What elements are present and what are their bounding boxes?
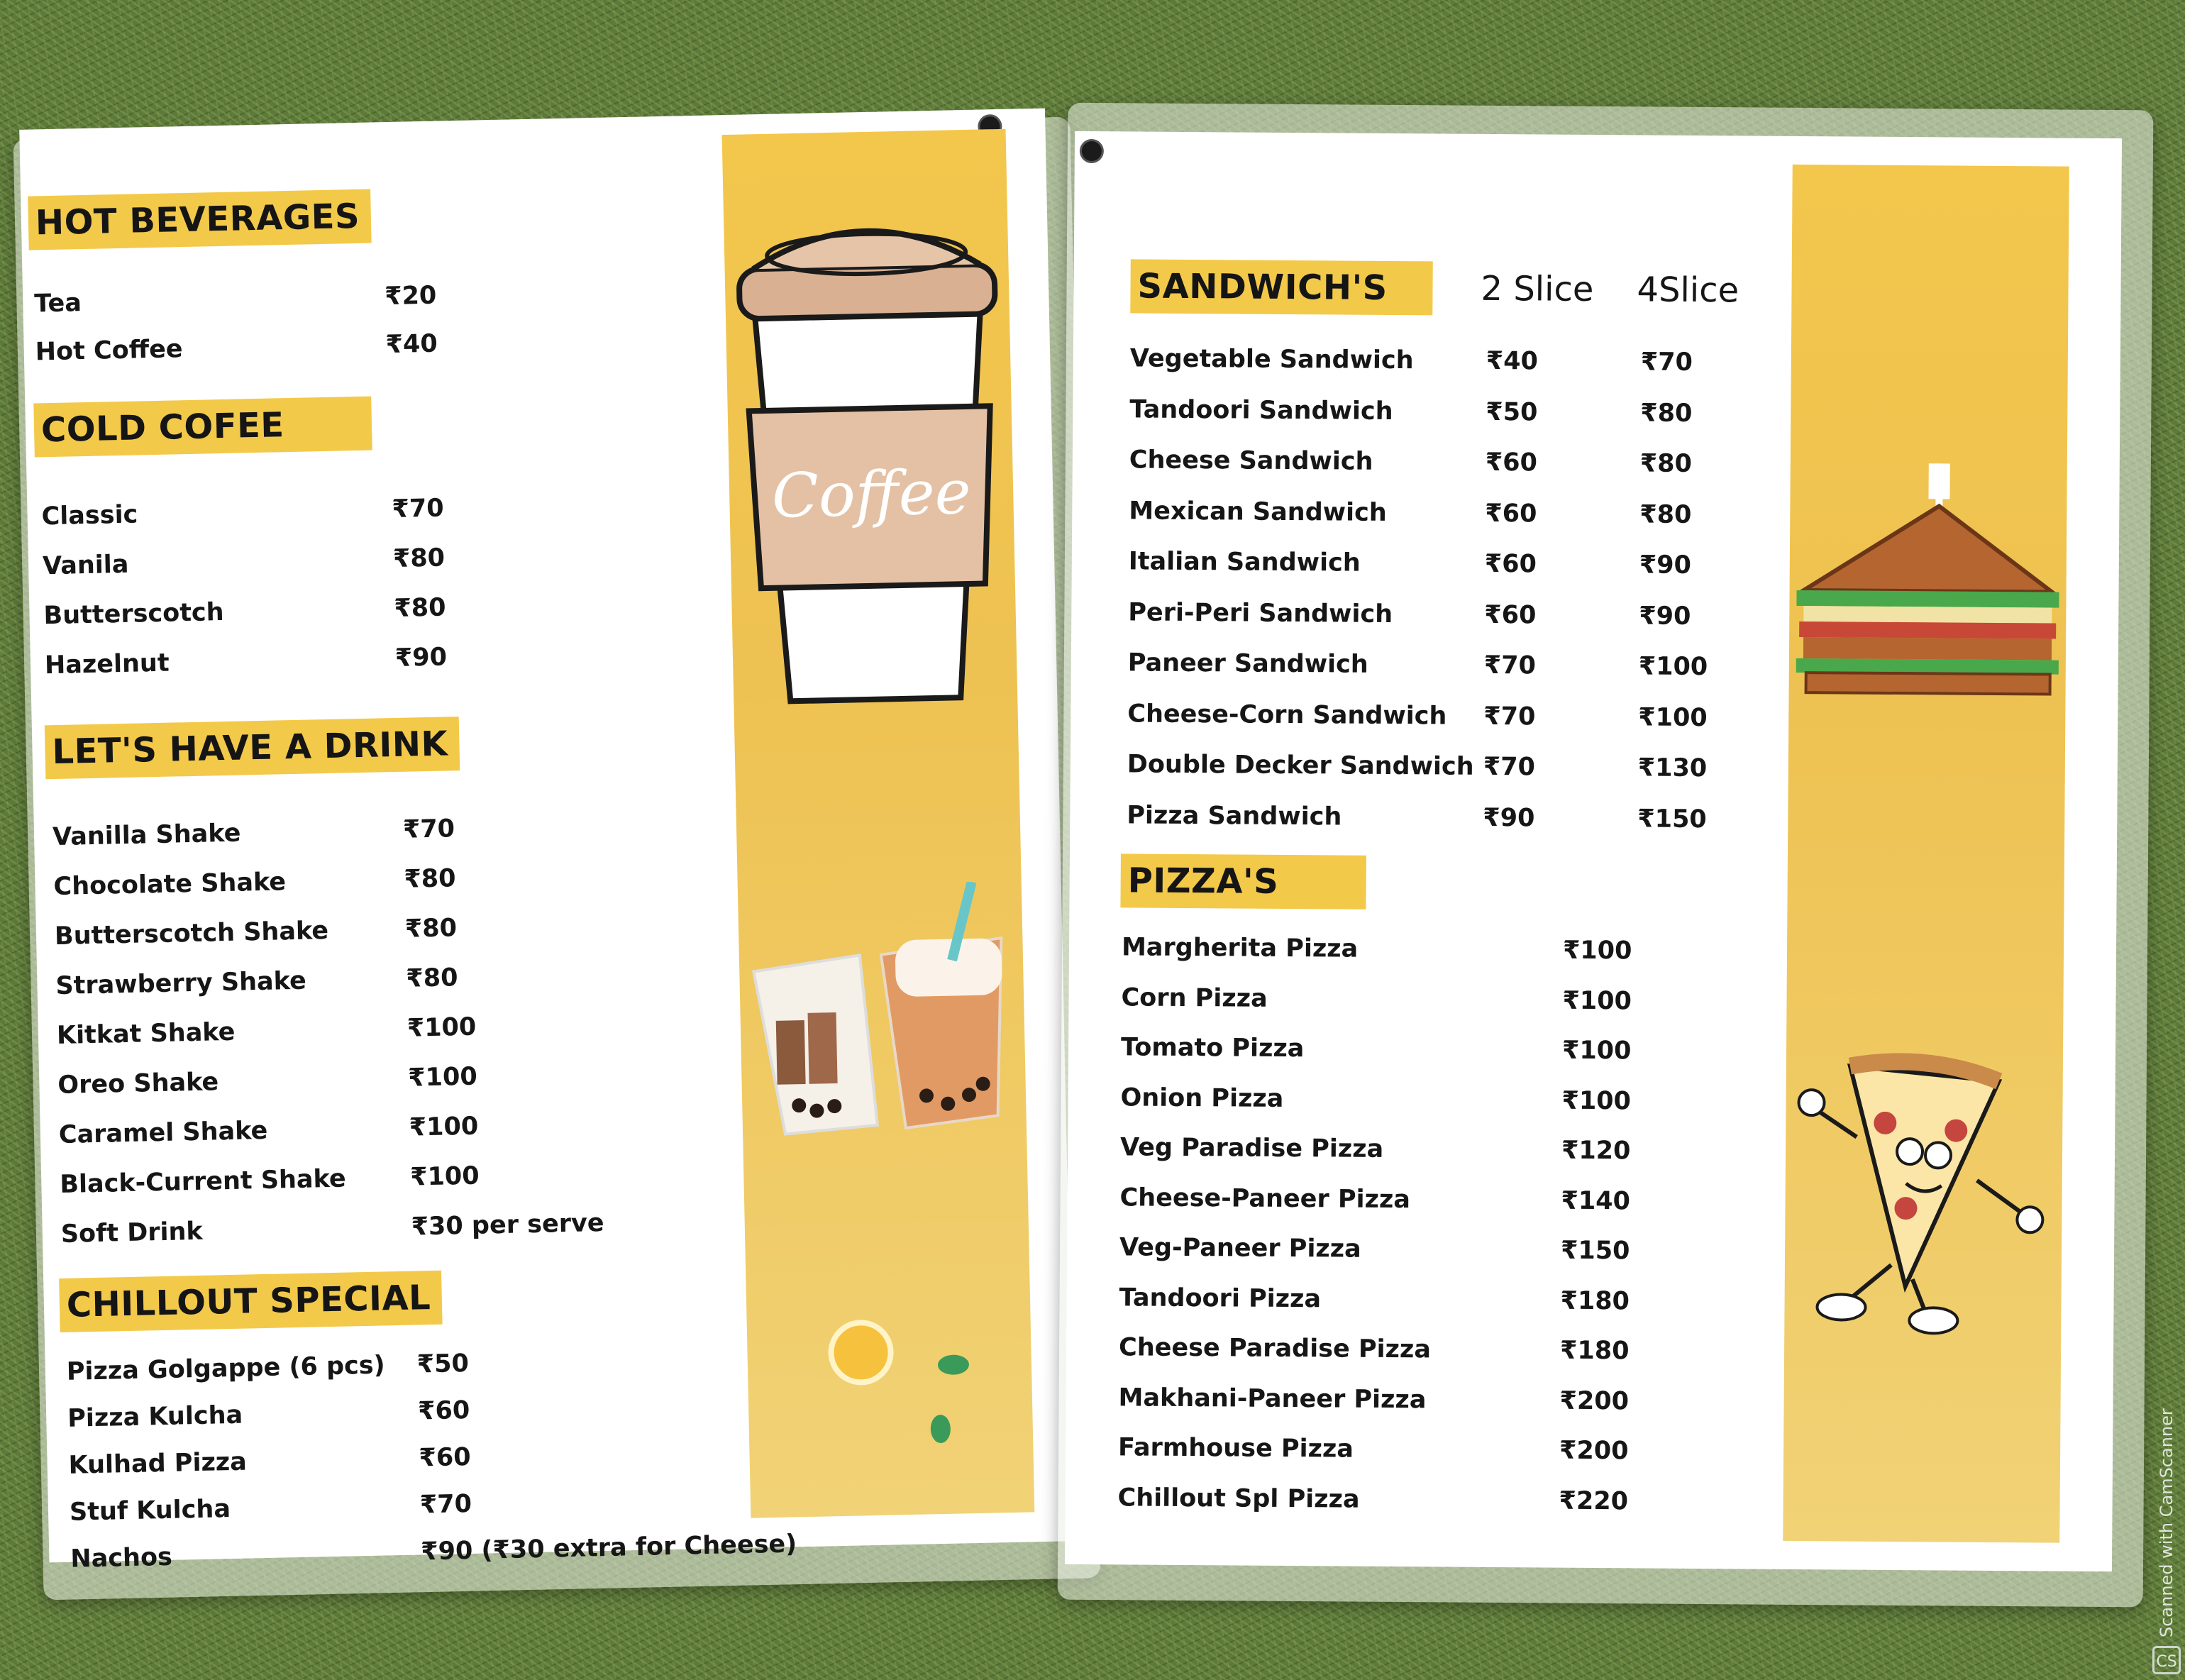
menu-item-name: Hot Coffee xyxy=(35,335,183,367)
menu-item-name: Vanilla Shake xyxy=(52,819,241,852)
left-menu-page xyxy=(19,109,1075,1574)
menu-item-price: ₹80 xyxy=(404,914,458,944)
menu-item-price: ₹180 xyxy=(1559,1336,1630,1366)
menu-item-price: ₹40 xyxy=(385,329,438,360)
bubble-tea-icon xyxy=(738,881,1027,1156)
price-4-slice: ₹80 xyxy=(1639,499,1692,529)
menu-item-name: Mexican Sandwich xyxy=(1129,496,1387,527)
price-2-slice: ₹60 xyxy=(1484,600,1537,629)
section-header-drinks: LET'S HAVE A DRINK xyxy=(45,717,460,779)
menu-item-price: ₹80 xyxy=(405,963,458,993)
section-header-pizzas: PIZZA'S xyxy=(1120,853,1366,909)
menu-item-name: Caramel Shake xyxy=(58,1116,268,1150)
menu-item-name: Cheese-Paneer Pizza xyxy=(1119,1183,1411,1214)
menu-item-price: ₹100 xyxy=(407,1062,478,1093)
menu-item-price: ₹80 xyxy=(404,864,456,894)
section-header-chillout-special: CHILLOUT SPECIAL xyxy=(59,1271,443,1332)
pin-icon xyxy=(1082,141,1102,161)
price-4-slice: ₹100 xyxy=(1638,702,1708,732)
menu-item-name: Butterscotch xyxy=(43,597,225,631)
scanner-watermark xyxy=(2154,1339,2182,1637)
menu-item-name: Classic xyxy=(41,500,138,531)
price-4-slice: ₹80 xyxy=(1640,398,1693,428)
menu-item-name: Oreo Shake xyxy=(57,1068,219,1100)
right-menu-page xyxy=(1065,131,2122,1571)
price-2-slice: ₹50 xyxy=(1486,397,1538,426)
menu-item-name: Cheese Sandwich xyxy=(1129,446,1373,476)
price-2-slice: ₹60 xyxy=(1485,499,1537,528)
price-4-slice: ₹100 xyxy=(1638,652,1708,682)
column-header-2-slice: 2 Slice xyxy=(1481,268,1594,309)
menu-item-name: Veg Paradise Pizza xyxy=(1119,1133,1384,1164)
section-header-sandwiches: SANDWICH'S xyxy=(1130,259,1433,315)
menu-item-name: Pizza Sandwich xyxy=(1127,800,1342,831)
menu-item-price: ₹70 xyxy=(419,1489,472,1520)
menu-item-name: Farmhouse Pizza xyxy=(1117,1433,1354,1464)
menu-item-name: Pizza Golgappe (6 pcs) xyxy=(66,1351,386,1386)
menu-item-name: Stuf Kulcha xyxy=(69,1495,231,1527)
menu-item-price: ₹100 xyxy=(406,1012,477,1043)
menu-item-price: ₹200 xyxy=(1559,1436,1629,1466)
menu-item-name: Cheese-Corn Sandwich xyxy=(1127,699,1447,731)
menu-item-price: ₹80 xyxy=(394,593,446,623)
price-4-slice: ₹90 xyxy=(1639,601,1691,631)
menu-item-name: Butterscotch Shake xyxy=(54,917,329,951)
price-4-slice: ₹80 xyxy=(1639,449,1693,478)
column-header-4-slice: 4Slice xyxy=(1637,270,1739,311)
section-header-hot-beverages: HOT BEVERAGES xyxy=(28,189,372,250)
menu-item-name: Kitkat Shake xyxy=(56,1017,236,1051)
right-decor-strip xyxy=(1783,165,2069,1543)
menu-item-price: ₹100 xyxy=(1562,936,1632,966)
menu-item-price: ₹30 per serve xyxy=(411,1208,604,1242)
price-2-slice: ₹70 xyxy=(1483,752,1536,782)
menu-item-name: Nachos xyxy=(70,1542,173,1574)
menu-item-name: Hazelnut xyxy=(44,648,170,680)
menu-item-name: Italian Sandwich xyxy=(1128,547,1361,578)
menu-item-price: ₹60 xyxy=(417,1396,470,1426)
price-2-slice: ₹70 xyxy=(1483,702,1536,731)
price-4-slice: ₹130 xyxy=(1637,753,1708,783)
menu-item-name: Vegetable Sandwich xyxy=(1129,344,1414,375)
menu-item-price: ₹100 xyxy=(1561,1086,1632,1115)
price-2-slice: ₹60 xyxy=(1484,549,1537,579)
menu-item-name: Pizza Kulcha xyxy=(67,1400,243,1433)
price-2-slice: ₹90 xyxy=(1483,803,1535,832)
menu-item-price: ₹90 xyxy=(394,643,448,673)
menu-item-price: ₹70 xyxy=(392,494,444,524)
menu-item-price: ₹90 (₹30 extra for Cheese) xyxy=(420,1530,797,1566)
sandwich-icon xyxy=(1788,448,2067,706)
menu-item-name: Tandoori Pizza xyxy=(1119,1283,1322,1313)
menu-item-name: Tea xyxy=(33,289,82,319)
menu-item-name: Margherita Pizza xyxy=(1121,933,1359,963)
menu-item-price: ₹70 xyxy=(402,814,455,844)
menu-item-name: Paneer Sandwich xyxy=(1127,648,1368,679)
menu-item-name: Makhani-Paneer Pizza xyxy=(1118,1383,1427,1414)
scanner-watermark-text: Scanned with CamScanner xyxy=(2157,1408,2176,1637)
price-2-slice: ₹40 xyxy=(1486,346,1539,376)
menu-item-name: Soft Drink xyxy=(60,1217,204,1249)
menu-item-price: ₹100 xyxy=(409,1161,480,1192)
menu-item-price: ₹220 xyxy=(1559,1486,1629,1515)
scanner-logo-icon: CS xyxy=(2152,1646,2181,1674)
menu-item-price: ₹120 xyxy=(1561,1136,1631,1166)
menu-item-name: Cheese Paradise Pizza xyxy=(1118,1333,1432,1364)
menu-item-price: ₹50 xyxy=(416,1349,470,1379)
section-header-cold-coffee: COLD COFEE xyxy=(33,397,372,458)
menu-item-price: ₹60 xyxy=(419,1442,472,1473)
menu-item-price: ₹200 xyxy=(1559,1386,1630,1415)
menu-item-price: ₹150 xyxy=(1560,1236,1630,1266)
menu-item-name: Tandoori Sandwich xyxy=(1129,394,1393,426)
menu-item-price: ₹80 xyxy=(392,543,446,573)
price-4-slice: ₹70 xyxy=(1640,348,1693,377)
menu-item-price: ₹100 xyxy=(1561,1036,1632,1066)
menu-item-price: ₹140 xyxy=(1561,1186,1631,1215)
lemon-slice-icon xyxy=(746,1306,1034,1468)
cup-label: Coffee xyxy=(771,456,972,532)
left-decor-strip xyxy=(722,129,1035,1518)
price-2-slice: ₹70 xyxy=(1483,651,1537,680)
price-2-slice: ₹60 xyxy=(1485,448,1538,477)
price-4-slice: ₹150 xyxy=(1637,804,1707,834)
menu-item-name: Vanila xyxy=(42,550,129,581)
menu-item-name: Black-Current Shake xyxy=(59,1164,347,1200)
menu-item-price: ₹20 xyxy=(384,281,437,311)
price-4-slice: ₹90 xyxy=(1639,551,1692,580)
menu-item-name: Tomato Pizza xyxy=(1120,1033,1305,1063)
coffee-cup-icon xyxy=(724,214,1018,731)
pizza-mascot-icon xyxy=(1784,1051,2063,1337)
menu-item-name: Double Decker Sandwich xyxy=(1127,750,1474,781)
menu-item-name: Onion Pizza xyxy=(1120,1083,1284,1113)
menu-item-price: ₹100 xyxy=(1562,986,1632,1015)
menu-item-name: Corn Pizza xyxy=(1121,983,1268,1013)
menu-item-name: Kulhad Pizza xyxy=(68,1447,248,1480)
menu-item-name: Strawberry Shake xyxy=(55,966,307,1001)
menu-item-name: Chillout Spl Pizza xyxy=(1117,1483,1360,1514)
menu-item-price: ₹100 xyxy=(409,1112,479,1142)
menu-item-price: ₹180 xyxy=(1560,1286,1630,1315)
menu-item-name: Peri-Peri Sandwich xyxy=(1128,597,1393,629)
menu-item-name: Chocolate Shake xyxy=(53,868,287,902)
menu-item-name: Veg-Paneer Pizza xyxy=(1119,1233,1361,1264)
